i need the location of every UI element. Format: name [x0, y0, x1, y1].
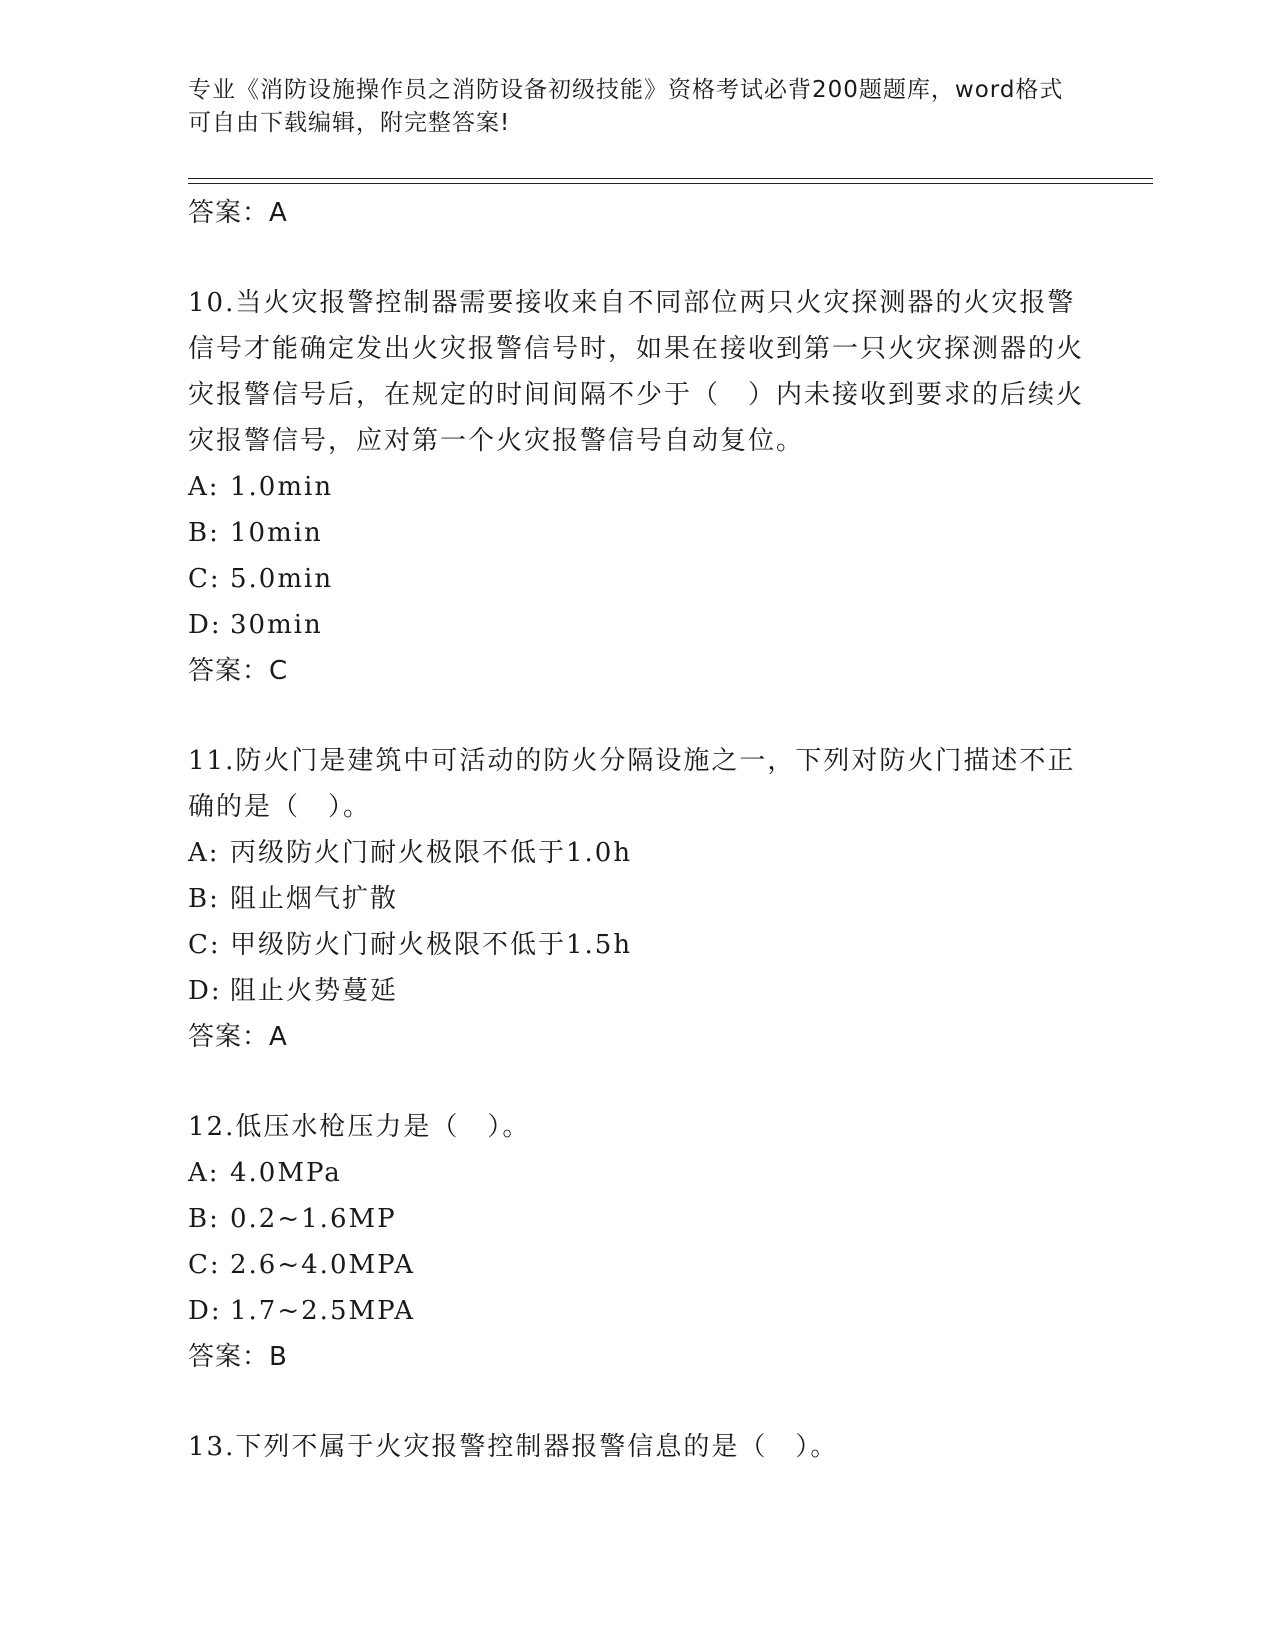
option-letter: B: — [188, 1204, 220, 1234]
option-letter: C: — [188, 564, 221, 594]
option-c — [188, 556, 1088, 602]
question-answer: 答案：B — [188, 1342, 288, 1372]
question-answer: 答案：C — [188, 656, 289, 686]
option-text: 5.0min — [230, 564, 334, 594]
option-letter: A: — [188, 472, 220, 502]
option-b — [188, 510, 1088, 556]
previous-answer: 答案：A — [188, 198, 288, 228]
option-a — [188, 830, 1088, 876]
option-text: 1.7~2.5MPA — [230, 1296, 415, 1326]
option-c — [188, 1242, 1088, 1288]
option-d — [188, 602, 1088, 648]
option-text: 甲级防火门耐火极限不低于1.5h — [230, 930, 633, 960]
option-b — [188, 876, 1088, 922]
question-answer: 答案：A — [188, 1022, 288, 1052]
option-text: 2.6~4.0MPA — [230, 1250, 415, 1280]
option-text: 丙级防火门耐火极限不低于1.0h — [230, 838, 633, 868]
question-12 — [188, 1104, 1088, 1380]
option-letter: B: — [188, 884, 220, 914]
question-10 — [188, 280, 1088, 694]
option-letter: C: — [188, 1250, 221, 1280]
option-letter: A: — [188, 838, 220, 868]
question-stem: 12.低压水枪压力是（ ）。 — [188, 1112, 531, 1142]
option-a — [188, 464, 1088, 510]
question-stem: 10.当火灾报警控制器需要接收来自不同部位两只火灾探测器的火灾报警信号才能确定发出火灾报警信号时，如果在接收到第一只火灾探测器的火灾报警信号后，在规定的时间间隔不少于（ ）内未接收到要求的后续火灾报警信号，应对第一个火灾报警信号自动复位。 — [188, 288, 1085, 456]
question-list — [188, 190, 1088, 1470]
option-letter: C: — [188, 930, 221, 960]
question-stem: 11.防火门是建筑中可活动的防火分隔设施之一，下列对防火门描述不正确的是（ ）。 — [188, 746, 1076, 822]
option-letter: B: — [188, 518, 220, 548]
option-letter: D: — [188, 1296, 222, 1326]
option-d — [188, 1288, 1088, 1334]
option-text: 10min — [230, 518, 323, 548]
header-divider — [188, 178, 1153, 179]
header-divider-secondary — [188, 183, 1153, 184]
option-text: 4.0MPa — [230, 1158, 342, 1188]
question-11 — [188, 738, 1088, 1060]
option-letter: D: — [188, 976, 222, 1006]
option-letter: D: — [188, 610, 222, 640]
option-letter: A: — [188, 1158, 220, 1188]
option-text: 阻止火势蔓延 — [230, 976, 399, 1006]
option-d — [188, 968, 1088, 1014]
option-text: 30min — [230, 610, 323, 640]
question-13 — [188, 1424, 1088, 1470]
option-text: 1.0min — [230, 472, 334, 502]
option-text: 0.2~1.6MP — [230, 1204, 397, 1234]
option-text: 阻止烟气扩散 — [230, 884, 399, 914]
question-stem: 13.下列不属于火灾报警控制器报警信息的是（ ）。 — [188, 1432, 839, 1462]
page-header: 专业《消防设施操作员之消防设备初级技能》资格考试必背200题题库，word格式可自由下载编辑，附完整答案! — [188, 77, 1064, 136]
option-c — [188, 922, 1088, 968]
option-b — [188, 1196, 1088, 1242]
option-a — [188, 1150, 1088, 1196]
